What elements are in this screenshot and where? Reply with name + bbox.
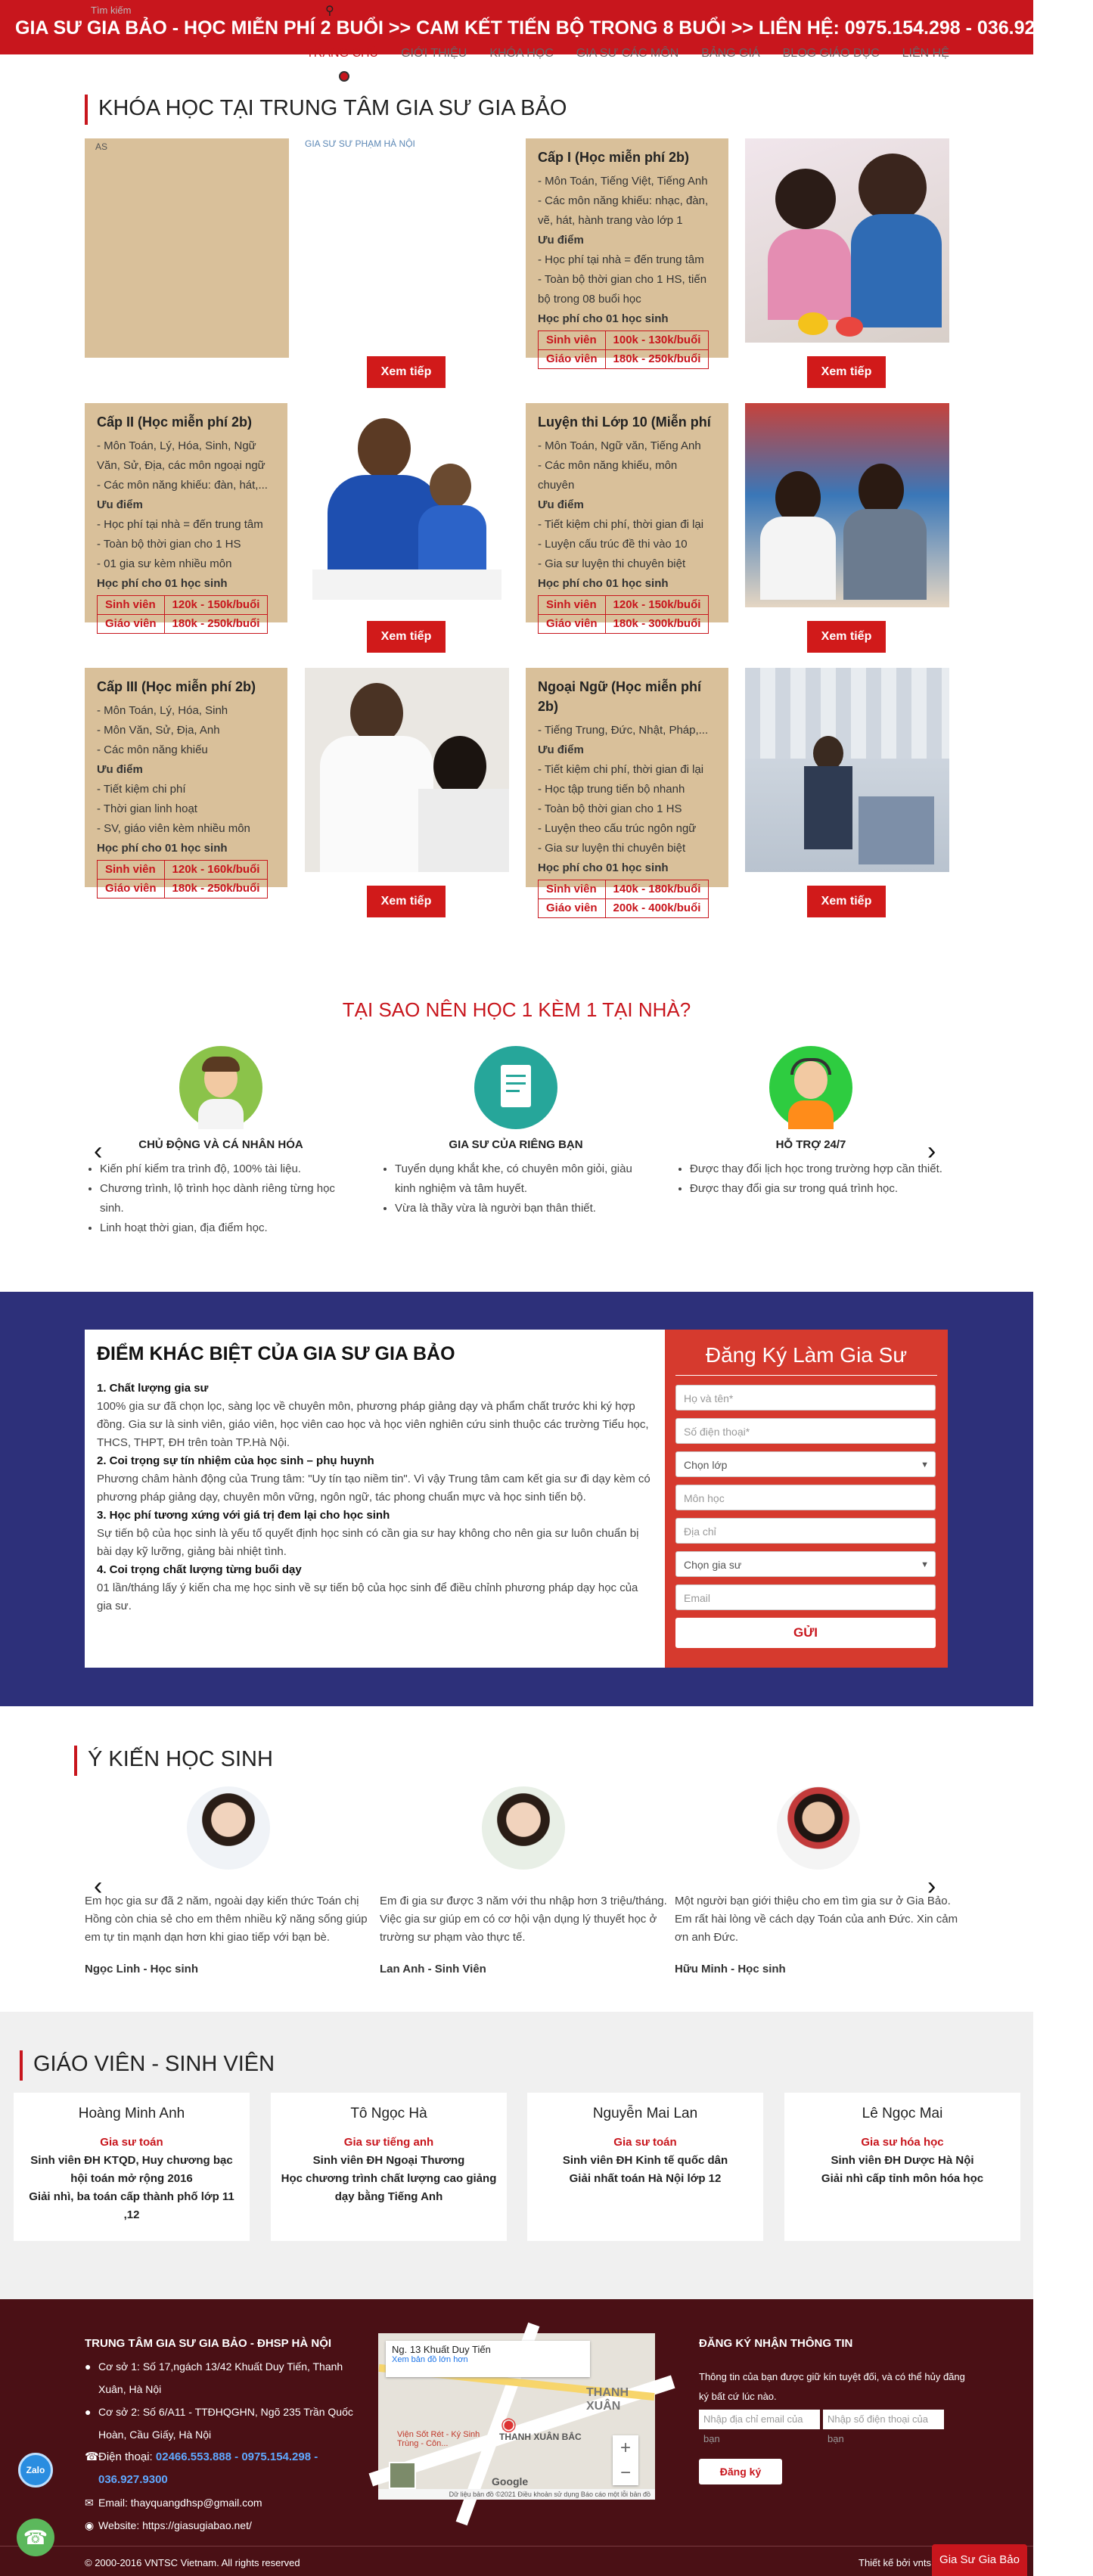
difference-text: 01 lần/tháng lấy ý kiến cha mẹ học sinh về sự tiến bộ của học sinh để điều chỉnh phương pháp dạy học của gia sư. [97,1581,638,1612]
fee-value: 180k - 300k/buổi [605,615,709,634]
newsletter-phone-input[interactable]: Nhập số điện thoại của bạn [823,2410,944,2429]
mail-icon: ✉ [85,2497,94,2509]
course-adv: - Tiết kiệm chi phí, thời gian đi lại [538,518,704,531]
course-adv: - Gia sư luyện thi chuyên biệt [538,842,686,855]
why-title: TẠI SAO NÊN HỌC 1 KÈM 1 TẠI NHÀ? [342,998,691,1021]
teacher-desc: Sinh viên ĐH KTQD, Huy chương bạc hội toán mở rộng 2016 Giải nhì, ba toán cấp thành phố lớp 11 ,12 [29,2154,234,2221]
ad-link[interactable]: GIA SƯ SƯ PHẠM HÀ NỘI [305,138,415,149]
phone-input[interactable]: Số điện thoại* [675,1418,936,1444]
avatar [187,1786,270,1870]
course-adv: - Luyện theo cấu trúc ngôn ngữ [538,822,697,835]
fee-type: Giáo viên [539,615,606,634]
course-adv-title: Ưu điểm [97,763,143,776]
course-line: - Môn Toán, Lý, Hóa, Sinh [97,704,228,717]
fee-value: 100k - 130k/buổi [605,331,709,350]
course-title: Luyện thi Lớp 10 (Miễn phí [538,414,711,430]
footer-phone-label: Điện thoại: [98,2450,153,2463]
opinion-card [675,1786,962,1979]
fee-table [538,880,709,918]
opinions-title: Ý KIẾN HỌC SINH [74,1747,273,1772]
difference-heading: 4. Coi trọng chất lượng từng buổi dạy [97,1563,302,1576]
tutor-select[interactable] [675,1551,936,1577]
phone-icon: ☎ [85,2450,99,2463]
course-adv: - Học phí tại nhà = đến trung tâm [97,518,263,531]
credit: Thiết kế bởi vnts [859,2557,931,2568]
email-input[interactable]: Email [675,1584,936,1610]
main-nav [306,47,949,61]
fee-value: 180k - 250k/buổi [164,615,268,634]
chat-tab[interactable]: Gia Sư Gia Bảo [932,2544,1027,2576]
course-card-languages [526,668,728,914]
nav-active-indicator [339,71,349,82]
fee-table [538,595,709,634]
newsletter-title: ĐĂNG KÝ NHẬN THÔNG TIN [699,2337,853,2350]
course-adv: - Tiết kiệm chi phí [97,783,186,796]
teacher-desc: Sinh viên ĐH Dược Hà Nội Giải nhì cấp tỉnh môn hóa học [821,2154,984,2185]
course-line: - Môn Toán, Lý, Hóa, Sinh, Ngữ Văn, Sử, Địa, các môn ngoại ngữ [97,439,265,472]
opinion-text: Một người bạn giới thiệu cho em tìm gia sư ở Gia Bảo. Em rất hài lòng về cách dạy Toán của anh Đức. Xin cảm ơn anh Đức. [675,1895,958,1944]
difference-heading: 1. Chất lượng gia sư [97,1382,209,1395]
avatar [482,1786,565,1870]
zalo-label: Zalo [26,2465,45,2475]
course-line: - Môn Toán, Tiếng Việt, Tiếng Anh [538,175,708,188]
highschool-more-button[interactable]: Xem tiếp [367,886,446,917]
map-attribution: Dữ liệu bản đồ ©2021 Điều khoản sử dụng Báo cáo một lỗi bản đồ [378,2489,655,2500]
teacher-card [527,2093,763,2241]
footer-address-2: Cơ sở 2: Số 6/A11 - TTĐHQGHN, Ngõ 235 Trần Quốc Hoàn, Cầu Giấy, Hà Nội [98,2406,353,2441]
subject-input[interactable]: Môn học [675,1485,936,1510]
map-satellite-toggle[interactable] [389,2462,416,2489]
map-brand: Google [492,2475,529,2488]
class-select[interactable] [675,1451,936,1477]
course-line: - Các môn năng khiếu: đàn, hát,... [97,479,268,492]
course-photo-grade10 [745,403,949,607]
difference-heading: 3. Học phí tương xứng với giá trị đem lại cho học sinh [97,1509,390,1522]
fee-type: Giáo viên [539,899,606,918]
teacher-subject: Gia sư tiếng anh [343,2136,434,2149]
fee-type: Giáo viên [539,350,606,369]
person-icon [179,1046,262,1129]
opinion-text: Em học gia sư đã 2 năm, ngoài dạy kiến thức Toán chị Hồng còn chia sẻ cho em thêm nhiều kỹ năng sống giúp em tự tin mạnh dạn hơn khi giao tiếp với bạn bè. [85,1895,368,1944]
teacher-subject: Gia sư hóa học [861,2136,944,2149]
fee-table [538,331,709,369]
map-label: THANH XUÂN [586,2386,629,2413]
opinion-text: Em đi gia sư được 3 năm với thu nhập hơn 3 triệu/tháng. Việc gia sư giúp em có cơ hội vận dụng lý thuyết học ở trường sư phạm vào thực tế. [380,1895,667,1944]
map-pin-icon: ● [85,2360,92,2373]
teacher-name: Lê Ngọc Mai [862,2106,943,2121]
document-icon [474,1046,557,1129]
fee-table [97,860,268,898]
courses-title: KHÓA HỌC TẠI TRUNG TÂM GIA SƯ GIA BẢO [85,96,567,121]
submit-button[interactable]: GỬI [675,1618,936,1648]
teacher-card [14,2093,250,2241]
course-adv-title: Ưu điểm [538,498,584,511]
nav-blog[interactable]: BLOG GIÁO DỤC [782,47,880,60]
nav-home[interactable]: TRANG CHỦ [306,47,379,60]
newsletter-text: Thông tin của bạn được giữ kín tuyệt đối, và có thể hủy đăng ký bất cứ lúc nào. [699,2371,965,2402]
fee-type: Sinh viên [98,596,165,615]
course-adv: - Toàn bộ thời gian cho 1 HS [97,538,241,551]
headset-support-icon [769,1046,852,1129]
search-hint: Tìm kiếm [91,5,132,16]
newsletter [699,2332,971,2484]
course-line: - Các môn năng khiếu: nhạc, đàn, vẽ, hát, hành trang vào lớp 1 [538,194,709,227]
opinion-author: Lan Anh - Sinh Viên [380,1963,486,1975]
feature-title: GIA SƯ CỦA RIÊNG BẠN [449,1138,583,1151]
opinion-card [85,1786,372,1979]
name-input[interactable]: Họ và tên* [675,1385,936,1411]
course-adv-title: Ưu điểm [97,498,143,511]
fee-type: Giáo viên [98,615,165,634]
ad-more-button[interactable]: Xem tiếp [367,356,446,388]
nav-courses[interactable]: KHÓA HỌC [489,47,554,60]
copyright: © 2000-2016 VNTSC Vietnam. All rights reserved [85,2557,300,2568]
course-line: - Các môn năng khiếu [97,743,208,756]
feature-title: CHỦ ĐỘNG VÀ CÁ NHÂN HÓA [138,1138,303,1151]
fee-value: 120k - 150k/buổi [164,596,268,615]
difference-text: Sự tiến bộ của học sinh là yếu tố quyết định học sinh có cần gia sư hay không cho nên gia sư luôn chuẩn bị bài dạy kỹ lưỡng, giảng bài nhiệt tình. [97,1527,639,1558]
course-line: - Tiếng Trung, Đức, Nhật, Pháp,... [538,724,709,737]
map-pin-icon: ● [85,2406,92,2418]
course-photo-languages [745,668,949,872]
teacher-subject: Gia sư toán [613,2136,677,2149]
opinion-author: Ngọc Linh - Học sinh [85,1963,198,1975]
map-pin-icon: ◉ [501,2414,517,2435]
teachers-title: GIÁO VIÊN - SINH VIÊN [20,2052,275,2077]
difference-text: Phương châm hành động của Trung tâm: "Uy tín tạo niềm tin". Vì vậy Trung tâm cam kết gia sư đi dạy kèm có phương pháp giảng dạy, chuyên môn vững, ngôn ngữ, tác phong chuẩn mực và học sinh tiến bộ. [97,1473,651,1504]
nav-subjects[interactable]: GIA SƯ CÁC MÔN [576,47,679,60]
primary-more-button[interactable]: Xem tiếp [807,356,886,388]
difference-title: ĐIỂM KHÁC BIỆT CỦA GIA SƯ GIA BẢO [97,1343,455,1364]
course-adv: - Toàn bộ thời gian cho 1 HS [538,802,682,815]
course-title: Cấp III (Học miễn phí 2b) [97,679,256,694]
course-card-grade10 [526,403,728,630]
course-adv: - Học phí tại nhà = đến trung tâm [538,253,704,266]
zalo-chat-icon[interactable] [18,2453,53,2488]
feature-item: • Được thay đổi lịch học trong trường hợp cần thiết. [690,1159,947,1179]
why-prev-arrow-icon[interactable]: ‹ [94,1137,103,1165]
course-photo-highschool [305,668,509,872]
course-adv: - 01 gia sư kèm nhiều môn [97,557,232,570]
course-adv: - Học tập trung tiến bộ nhanh [538,783,685,796]
course-photo-secondary [305,403,509,607]
why-feature [380,1046,652,1218]
nav-about[interactable]: GIỚI THIỆU [401,47,467,60]
teacher-card [784,2093,1020,2241]
footer-contact [85,2332,357,2537]
footer-address-1: Cơ sở 1: Số 17,ngách 13/42 Khuất Duy Tiến, Thanh Xuân, Hà Nội [98,2360,343,2395]
course-line: - Môn Văn, Sử, Địa, Anh [97,724,220,737]
course-fee-title: Học phí cho 01 học sinh [538,861,669,874]
ad-label: AS [95,141,108,152]
teacher-subject: Gia sư toán [100,2136,163,2149]
course-adv-title: Ưu điểm [538,743,584,756]
course-adv: - SV, giáo viên kèm nhiều môn [97,822,250,835]
tutor-register-form [665,1330,948,1668]
map-label: Viện Sốt Rét - Ký Sinh Trùng - Côn... [397,2430,480,2448]
fee-type: Giáo viên [98,880,165,898]
course-adv: - Tiết kiệm chi phí, thời gian đi lại [538,763,704,776]
opinion-card [380,1786,667,1979]
fee-value: 180k - 250k/buổi [605,350,709,369]
teacher-name: Nguyễn Mai Lan [592,2106,698,2121]
feature-item: • Kiến phí kiểm tra trình độ, 100% tài liệu. [100,1159,357,1179]
course-photo-primary [745,138,949,343]
footer-email[interactable]: Email: thayquangdhsp@gmail.com [98,2497,262,2509]
fee-table [97,595,268,634]
difference-panel [85,1330,665,1668]
map-label: THANH XUÂN BẮC [499,2432,582,2442]
course-title: Cấp II (Học miễn phí 2b) [97,414,253,430]
map-info-box [386,2341,590,2377]
fee-type: Sinh viên [539,596,606,615]
course-adv-title: Ưu điểm [538,234,584,247]
opinion-author: Hữu Minh - Học sinh [675,1963,786,1975]
languages-more-button[interactable]: Xem tiếp [807,886,886,917]
globe-icon: ◉ [85,2519,95,2531]
why-feature [85,1046,357,1238]
course-fee-title: Học phí cho 01 học sinh [538,577,669,590]
course-fee-title: Học phí cho 01 học sinh [97,842,228,855]
teacher-desc: Sinh viên ĐH Ngoại Thương Học chương trình chất lượng cao giảng dạy bằng Tiếng Anh [281,2154,497,2203]
nav-contact[interactable]: LIÊN HỆ [902,47,949,60]
secondary-more-button[interactable]: Xem tiếp [367,621,446,653]
course-line: - Môn Toán, Ngữ văn, Tiếng Anh [538,439,701,452]
footer-org: TRUNG TÂM GIA SƯ GIA BẢO - ĐHSP HÀ NỘI [85,2337,332,2350]
fee-type: Sinh viên [539,880,606,899]
feature-item: • Linh hoạt thời gian, địa điểm học. [100,1218,357,1238]
course-card-secondary [85,403,287,630]
fee-value: 120k - 150k/buổi [605,596,709,615]
ad-slot[interactable] [85,138,289,358]
chevron-down-icon: ▼ [921,1460,929,1470]
avatar [777,1786,860,1870]
promo-text: GIA SƯ GIA BẢO - HỌC MIỄN PHÍ 2 BUỔI >> CAM KẾT TIẾN BỘ TRONG 8 BUỔI >> LIÊN HỆ: 0975.154.298 - 036.927.9300 [15,17,1093,39]
teacher-name: Tô Ngọc Hà [350,2106,427,2121]
course-title: Ngoại Ngữ (Học miễn phí 2b) [538,679,702,714]
course-adv: - Thời gian linh hoạt [97,802,197,815]
course-adv: - Luyện cấu trúc đề thi vào 10 [538,538,688,551]
register-title: Đăng Ký Làm Gia Sư [675,1343,937,1376]
course-adv: - Toàn bộ thời gian cho 1 HS, tiến bộ trong 08 buổi học [538,273,707,306]
newsletter-email-input[interactable]: Nhập địa chỉ email của bạn [699,2410,820,2429]
map-zoom-controls[interactable]: + − [613,2435,638,2485]
difference-text: 100% gia sư đã chọn lọc, sàng lọc về chuyên môn, phương pháp giảng dạy và phẩm chất trước khi ký hợp đồng. Gia sư là sinh viên, giáo viên, học viên cao học và học viên nghiên cứu sinh thuộc các trường Tiểu học, THCS, THPT, ĐH trên toàn TP.Hà Nội. [97,1400,649,1449]
footer-website[interactable]: Website: https://giasugiabao.net/ [98,2519,252,2531]
opinions-prev-arrow-icon[interactable]: ‹ [94,1872,103,1901]
feature-item: • Vừa là thầy vừa là người bạn thân thiết. [395,1199,652,1218]
course-adv: - Gia sư luyện thi chuyên biệt [538,557,686,570]
feature-title: HỖ TRỢ 24/7 [775,1138,846,1151]
why-feature [675,1046,947,1199]
opinions-next-arrow-icon[interactable]: › [927,1872,936,1901]
course-title: Cấp I (Học miễn phí 2b) [538,150,690,165]
tutor-select-value: Chọn gia sư [684,1559,742,1571]
course-card-highschool [85,668,287,895]
chevron-down-icon: ▼ [921,1560,929,1569]
address-input[interactable]: Địa chỉ [675,1518,936,1544]
newsletter-submit-button[interactable]: Đăng ký [699,2459,782,2484]
fee-value: 120k - 160k/buổi [164,861,268,880]
nav-pricing[interactable]: BẢNG GIÁ [701,47,760,60]
teacher-name: Hoàng Minh Anh [78,2106,185,2121]
fee-value: 140k - 180k/buổi [605,880,709,899]
fee-type: Sinh viên [98,861,165,880]
fee-type: Sinh viên [539,331,606,350]
footer-phones[interactable]: 02466.553.888 - 0975.154.298 - 036.927.9300 [98,2450,318,2486]
search-icon[interactable]: ⚲ [325,5,334,17]
map-larger-link[interactable]: Xem bản đồ lớn hơn [392,2355,468,2364]
teacher-desc: Sinh viên ĐH Kinh tế quốc dân Giải nhất toán Hà Nội lớp 12 [562,2154,728,2185]
feature-item: • Được thay đổi gia sư trong quá trình học. [690,1179,947,1199]
difference-heading: 2. Coi trọng sự tín nhiệm của học sinh – phụ huynh [97,1454,374,1467]
location-map[interactable] [378,2333,655,2500]
course-card-primary [526,138,728,365]
teacher-card [271,2093,507,2241]
course-line: - Các môn năng khiếu, môn chuyên [538,459,678,492]
course-fee-title: Học phí cho 01 học sinh [538,312,669,325]
why-next-arrow-icon[interactable]: › [927,1137,936,1165]
phone-call-icon[interactable]: ☎ [17,2519,54,2556]
class-select-value: Chọn lớp [684,1459,728,1471]
map-title: Ng. 13 Khuất Duy Tiến [392,2344,491,2355]
fee-value: 200k - 400k/buổi [605,899,709,918]
course-fee-title: Học phí cho 01 học sinh [97,577,228,590]
grade10-more-button[interactable]: Xem tiếp [807,621,886,653]
feature-item: • Chương trình, lộ trình học dành riêng từng học sinh. [100,1179,357,1218]
feature-item: • Tuyển dụng khắt khe, có chuyên môn giỏi, giàu kinh nghiệm và tâm huyết. [395,1159,652,1199]
fee-value: 180k - 250k/buổi [164,880,268,898]
